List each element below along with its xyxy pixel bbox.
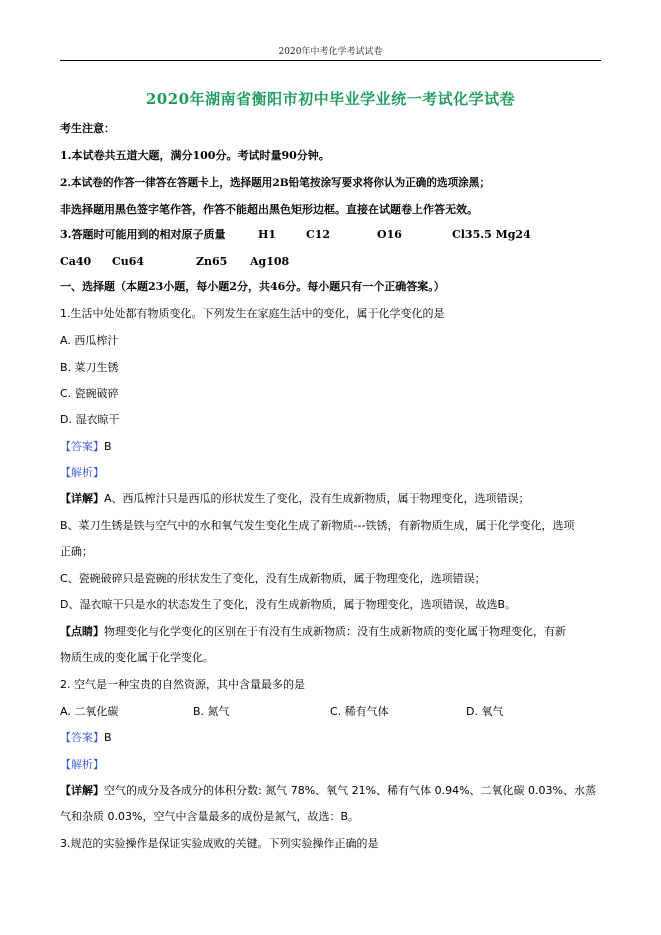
q1-stem: 1.生活中处处都有物质变化。下列发生在家庭生活中的变化，属于化学变化的是 xyxy=(60,307,445,320)
q3-stem: 3.规范的实验操作是保证实验成败的关键。下列实验操作正确的是 xyxy=(60,837,379,850)
mass-c: C12 xyxy=(306,228,331,241)
q1-analysis-label: 【解析】 xyxy=(60,466,104,479)
q2-detail-1 xyxy=(60,784,605,798)
mass-cu: Cu64 xyxy=(112,255,145,268)
mass-ca: Ca40 xyxy=(60,255,92,268)
q1-detail-a xyxy=(60,492,605,506)
q2-option-a: A. 二氧化碳 xyxy=(60,705,119,718)
mass-o: O16 xyxy=(377,228,402,241)
q2-option-c: C. 稀有气体 xyxy=(330,705,389,718)
q2-option-b: B. 氮气 xyxy=(193,705,230,718)
header-rule xyxy=(60,60,601,61)
detail-label: 【详解】 xyxy=(60,784,104,797)
notice-item-2a: 2.本试卷的作答一律答在答题卡上，选择题用2B铅笔按涂写要求将你认为正确的选项涂黑； xyxy=(60,177,490,189)
q1-option-c: C. 瓷碗破碎 xyxy=(60,387,119,400)
q1-detail-c: C、瓷碗破碎只是瓷碗的形状发生了变化，没有生成新物质，属于物理变化，选项错误； xyxy=(60,572,486,585)
q2-analysis-label: 【解析】 xyxy=(60,758,104,771)
q1-option-d: D. 湿衣晾干 xyxy=(60,413,120,426)
mass-h: H1 xyxy=(258,228,277,241)
q1-detail-d: D、湿衣晾干只是水的状态发生了变化，没有生成新物质，属于物理变化，选项错误，故选B。 xyxy=(60,598,517,611)
q1-detail-b1: B、菜刀生锈是铁与空气中的水和氧气发生变化生成了新物质---铁锈，有新物质生成，属于化学变化，选项 xyxy=(60,519,575,532)
point-label: 【点睛】 xyxy=(60,625,104,638)
q1-point-2: 物质生成的变化属于化学变化。 xyxy=(60,651,214,664)
mass-zn: Zn65 xyxy=(196,255,228,268)
answer-value: B xyxy=(104,731,112,744)
notice-item-2b: 非选择题用黑色签字笔作答，作答不能超出黑色矩形边框。直接在试题卷上作答无效。 xyxy=(60,203,478,216)
q2-answer xyxy=(60,731,605,745)
notice-heading: 考生注意： xyxy=(60,122,115,135)
point-text: 物理变化与化学变化的区别在于有没有生成新物质：没有生成新物质的变化属于物理变化，有新 xyxy=(104,625,566,638)
q2-detail-2: 气和杂质 0.03%，空气中含量最多的成份是氮气，故选：B。 xyxy=(60,810,359,823)
exam-title: 2020年湖南省衡阳市初中毕业学业统一考试化学试卷 xyxy=(145,90,516,108)
section-1-heading: 一、选择题（本题23小题，每小题2分，共46分。每小题只有一个正确答案。） xyxy=(60,280,445,293)
running-header: 2020年中考化学考试试卷 xyxy=(278,47,383,57)
notice-item-1: 1.本试卷共五道大题，满分100分。考试时量90分钟。 xyxy=(60,149,330,162)
q1-option-b: B. 菜刀生锈 xyxy=(60,361,119,374)
atomic-mass-prefix: 3.答题时可能用到的相对原子质量 xyxy=(60,228,226,241)
q1-answer xyxy=(60,440,605,454)
answer-label: 【答案】 xyxy=(60,731,104,744)
answer-value: B xyxy=(104,440,112,453)
q1-option-a: A. 西瓜榨汁 xyxy=(60,334,119,347)
q1-point xyxy=(60,625,605,639)
answer-label: 【答案】 xyxy=(60,440,104,453)
detail-text: 空气的成分及各成分的体积分数: 氮气 78%、氧气 21%、稀有气体 0.94%、二氧化碳 0.03%、水蒸 xyxy=(104,784,596,797)
mass-cl-mg: Cl35.5 Mg24 xyxy=(452,228,531,241)
q2-stem: 2. 空气是一种宝贵的自然资源，其中含量最多的是 xyxy=(60,678,305,691)
mass-ag: Ag108 xyxy=(250,255,290,268)
detail-label: 【详解】 xyxy=(60,492,104,505)
q1-detail-b2: 正确； xyxy=(60,545,93,558)
q2-option-d: D. 氧气 xyxy=(466,705,504,718)
detail-text: A、西瓜榨汁只是西瓜的形状发生了变化，没有生成新物质，属于物理变化，选项错误； xyxy=(104,492,530,505)
